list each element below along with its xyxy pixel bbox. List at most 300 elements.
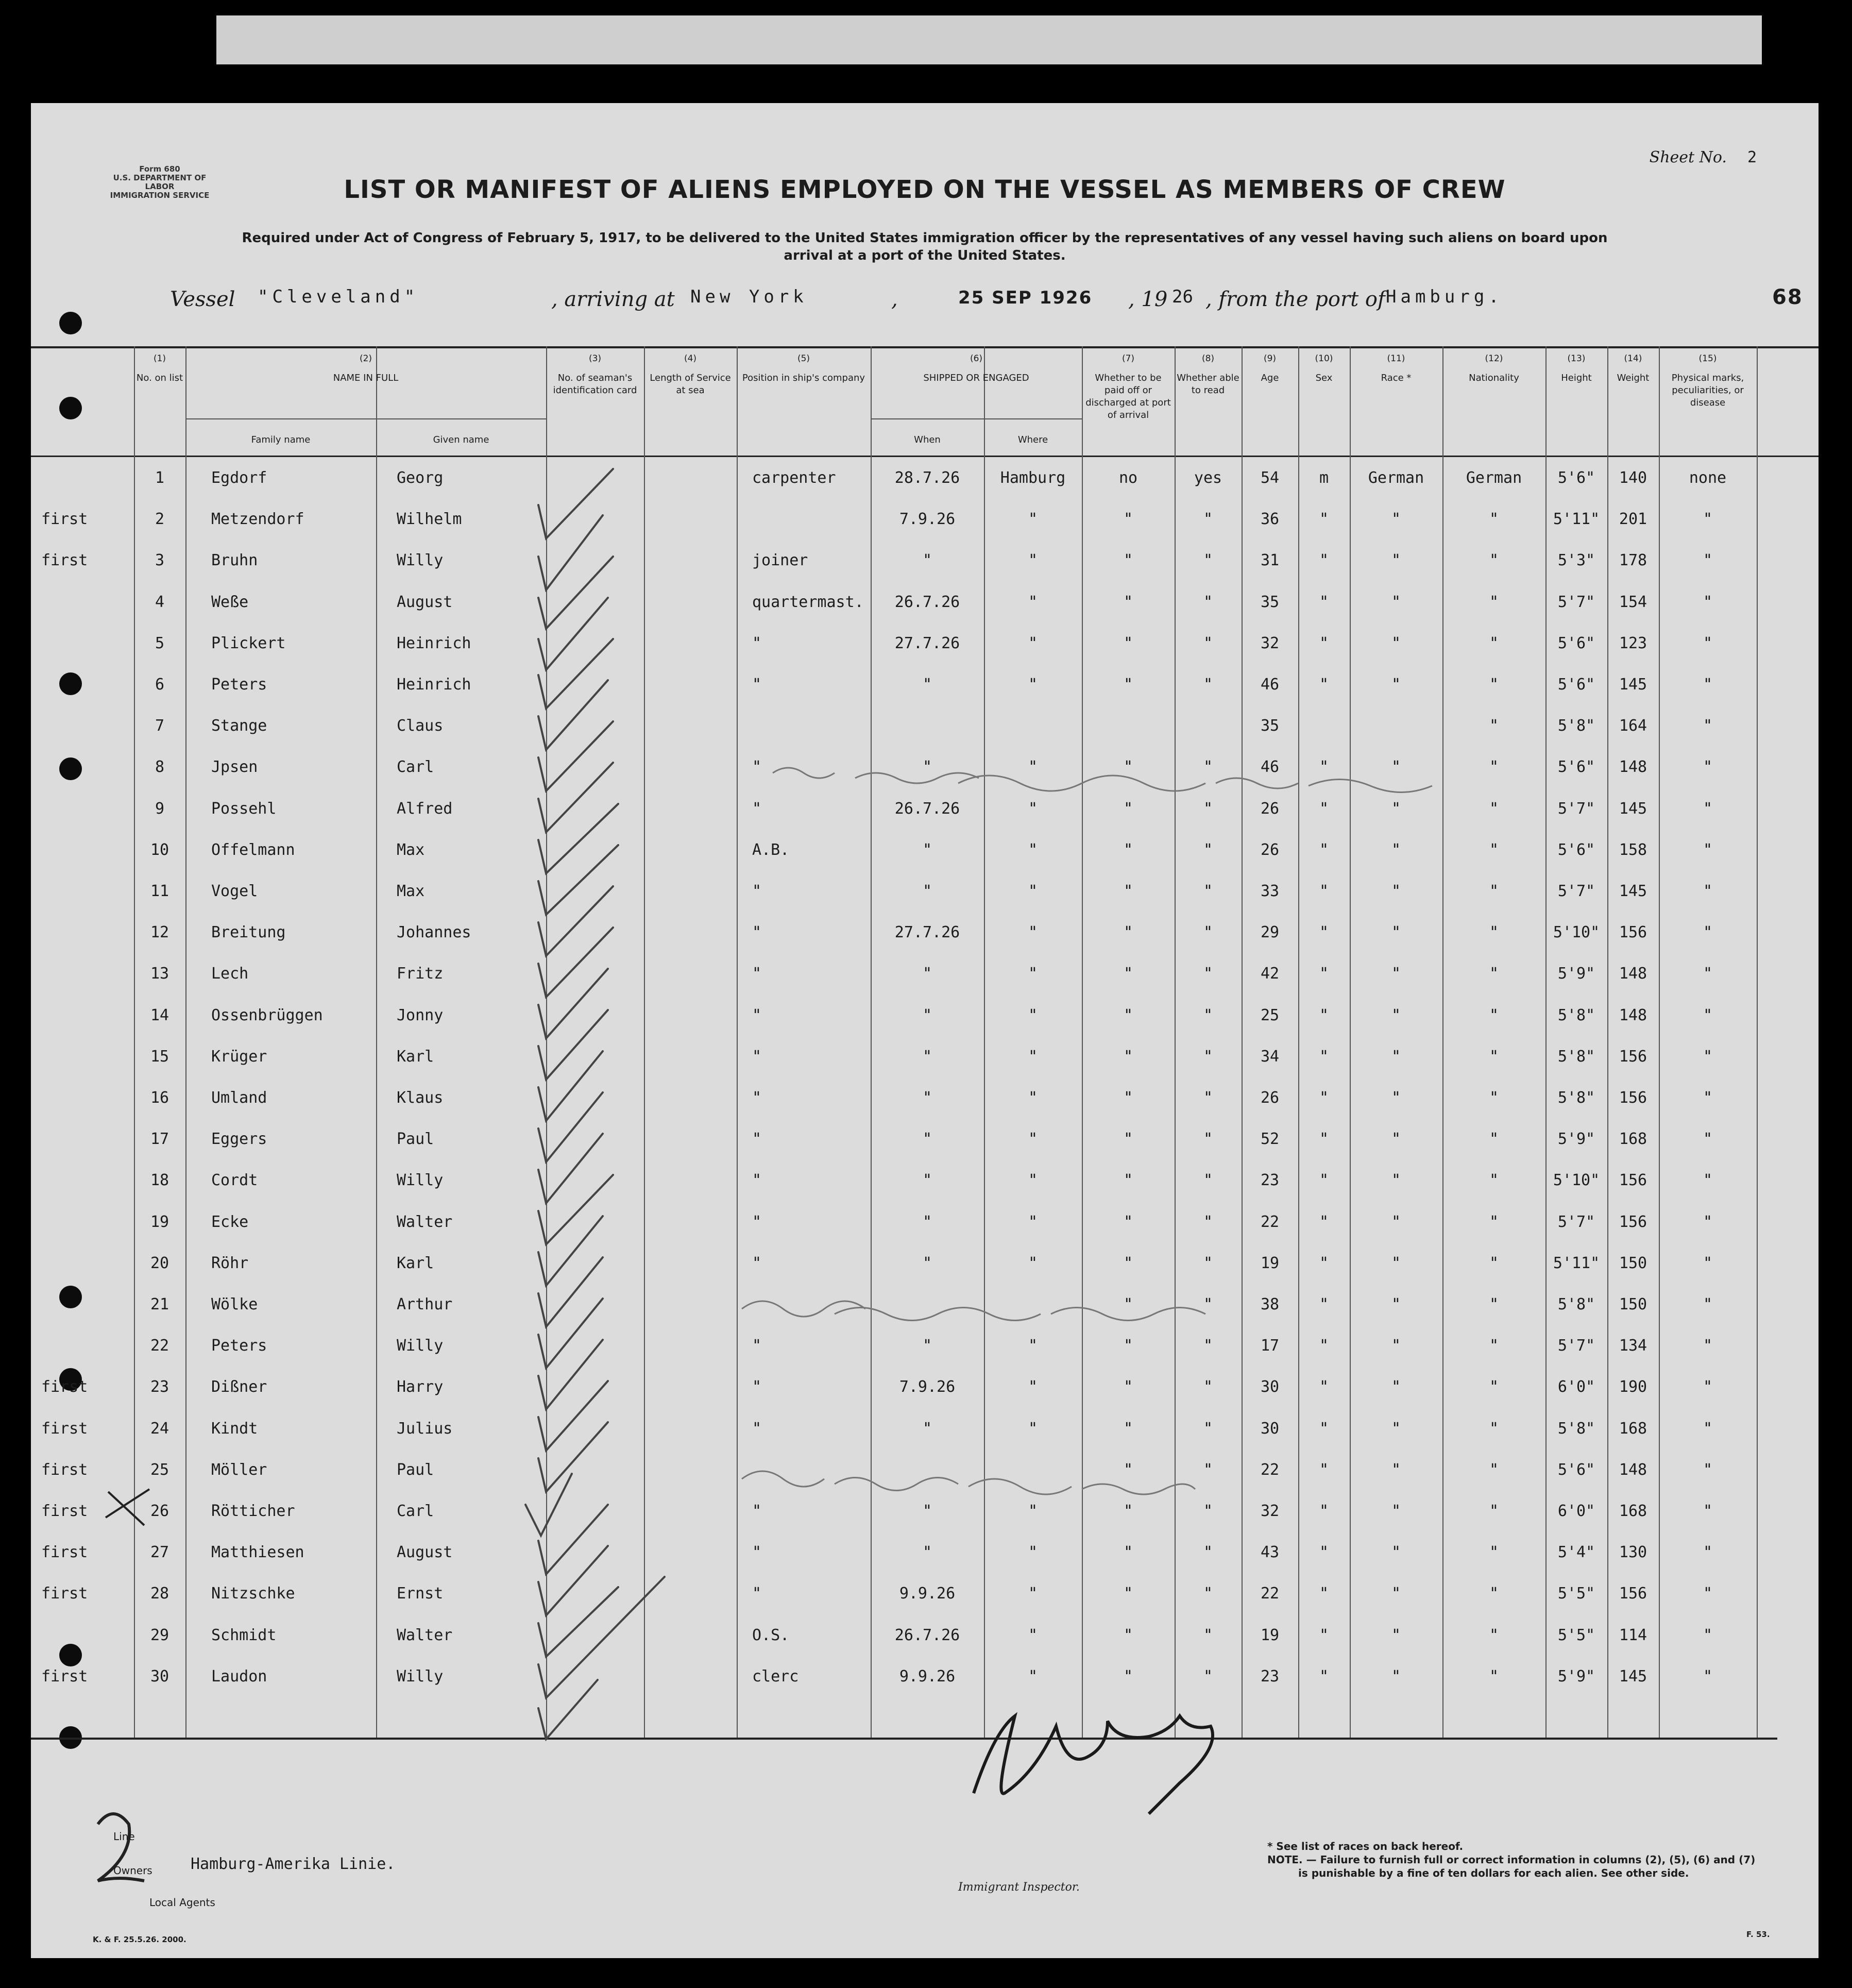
cell-rd: " xyxy=(1203,1585,1213,1603)
cell-p: " xyxy=(752,1171,762,1190)
column-number: (3) xyxy=(588,353,602,364)
cell-s: " xyxy=(1319,1047,1329,1066)
margin-note: first xyxy=(41,551,88,570)
cell-rd: " xyxy=(1203,882,1213,900)
cell-s: " xyxy=(1319,1502,1329,1520)
cell-a: 22 xyxy=(1260,1212,1280,1231)
cell-h: 5'6" xyxy=(1557,676,1595,694)
cell-h: 5'6" xyxy=(1557,634,1595,652)
cell-ph: " xyxy=(1703,510,1713,529)
cell-a: 22 xyxy=(1260,1585,1280,1603)
cell-na: " xyxy=(1489,1626,1499,1644)
cell-wh: " xyxy=(1028,799,1038,818)
cell-wt: 148 xyxy=(1619,1006,1647,1024)
cell-f: Rötticher xyxy=(211,1502,295,1520)
cell-h: 5'6" xyxy=(1557,758,1595,777)
cell-r: " xyxy=(1391,1667,1401,1686)
cell-f: Umland xyxy=(211,1089,267,1107)
cell-w: " xyxy=(922,1543,932,1562)
cell-w: " xyxy=(922,1502,932,1520)
year-prefix: , 19 xyxy=(1128,288,1168,311)
cell-h: 5'11" xyxy=(1553,510,1600,529)
cell-wt: 150 xyxy=(1619,1254,1647,1272)
cell-a: 25 xyxy=(1260,1006,1280,1024)
sheet-number-value: 2 xyxy=(1747,148,1757,166)
cell-na: " xyxy=(1489,1171,1499,1190)
cell-ph: " xyxy=(1703,1295,1713,1313)
cell-r: " xyxy=(1391,1419,1401,1438)
cell-a: 23 xyxy=(1260,1667,1280,1686)
cell-s: " xyxy=(1319,1378,1329,1396)
cell-h: 5'7" xyxy=(1557,1337,1595,1355)
column-rule xyxy=(185,346,186,1738)
cell-g: Walter xyxy=(397,1626,453,1644)
cell-n: 19 xyxy=(150,1212,169,1231)
cell-rd: " xyxy=(1203,799,1213,818)
cell-a: 32 xyxy=(1260,634,1280,652)
cell-ph: " xyxy=(1703,799,1713,818)
cell-wh: " xyxy=(1028,1171,1038,1190)
cell-s: " xyxy=(1319,799,1329,818)
cell-r: " xyxy=(1391,1626,1401,1644)
cell-n: 4 xyxy=(155,593,165,611)
cell-r: " xyxy=(1391,551,1401,570)
cell-p: quartermast. xyxy=(752,593,864,611)
cell-ph: " xyxy=(1703,1047,1713,1066)
cell-h: 5'6" xyxy=(1557,840,1595,859)
cell-rd: " xyxy=(1203,1543,1213,1562)
cell-rd: yes xyxy=(1194,469,1222,487)
cell-s: " xyxy=(1319,1460,1329,1479)
cell-wh: " xyxy=(1028,882,1038,900)
cell-wt: 201 xyxy=(1619,510,1647,529)
cell-h: 5'6" xyxy=(1557,469,1595,487)
cell-g: Fritz xyxy=(397,965,444,983)
cell-wh: " xyxy=(1028,1626,1038,1644)
cell-a: 19 xyxy=(1260,1626,1280,1644)
cell-na: " xyxy=(1489,882,1499,900)
cell-n: 6 xyxy=(155,676,165,694)
cell-rd: " xyxy=(1203,1254,1213,1272)
cell-s: " xyxy=(1319,593,1329,611)
cell-g: August xyxy=(397,593,453,611)
cell-r: " xyxy=(1391,1171,1401,1190)
cell-f: Metzendorf xyxy=(211,510,304,529)
cell-ph: " xyxy=(1703,758,1713,777)
cell-f: Vogel xyxy=(211,882,258,900)
cell-na: " xyxy=(1489,1130,1499,1149)
cell-w: " xyxy=(922,1419,932,1438)
margin-note: first xyxy=(41,1419,88,1438)
cell-pd: " xyxy=(1123,758,1133,777)
cell-n: 5 xyxy=(155,634,165,652)
cell-s: " xyxy=(1319,1006,1329,1024)
cell-a: 26 xyxy=(1260,840,1280,859)
column-header: No. of seaman's identification card xyxy=(553,373,637,396)
cell-na: " xyxy=(1489,1006,1499,1024)
cell-na: " xyxy=(1489,1502,1499,1520)
column-number: (8) xyxy=(1201,353,1215,364)
arriving-label: , arriving at xyxy=(551,288,675,311)
owners-label: Owners xyxy=(113,1864,152,1877)
cell-w: 27.7.26 xyxy=(894,634,960,652)
cell-wt: 123 xyxy=(1619,634,1647,652)
cell-pd: " xyxy=(1123,1089,1133,1107)
cell-a: 34 xyxy=(1260,1047,1280,1066)
cell-wh: " xyxy=(1028,1130,1038,1149)
cell-w: " xyxy=(922,1337,932,1355)
cell-h: 5'5" xyxy=(1557,1585,1595,1603)
cell-n: 7 xyxy=(155,717,165,735)
cell-a: 36 xyxy=(1260,510,1280,529)
cell-rd: " xyxy=(1203,634,1213,652)
cell-n: 27 xyxy=(150,1543,169,1562)
cell-rd: " xyxy=(1203,965,1213,983)
cell-h: 5'6" xyxy=(1557,1460,1595,1479)
cell-f: Matthiesen xyxy=(211,1543,304,1562)
cell-wt: 114 xyxy=(1619,1626,1647,1644)
cell-g: Claus xyxy=(397,717,444,735)
cell-wt: 178 xyxy=(1619,551,1647,570)
cell-g: Wilhelm xyxy=(397,510,462,529)
cell-f: Plickert xyxy=(211,634,286,652)
column-header: Nationality xyxy=(1469,373,1519,383)
cell-a: 46 xyxy=(1260,676,1280,694)
cell-wt: 156 xyxy=(1619,923,1647,942)
cell-h: 5'8" xyxy=(1557,1047,1595,1066)
cell-n: 18 xyxy=(150,1171,169,1190)
cell-n: 30 xyxy=(150,1667,169,1686)
cell-f: Kindt xyxy=(211,1419,258,1438)
cell-na: " xyxy=(1489,758,1499,777)
margin-note: first xyxy=(41,1502,88,1520)
cell-a: 22 xyxy=(1260,1460,1280,1479)
cell-ph: " xyxy=(1703,676,1713,694)
column-number: (9) xyxy=(1263,353,1277,364)
cell-rd: " xyxy=(1203,758,1213,777)
cell-a: 35 xyxy=(1260,717,1280,735)
cell-g: Willy xyxy=(397,1337,444,1355)
vessel-name: "Cleveland" xyxy=(258,287,419,307)
cell-n: 8 xyxy=(155,758,165,777)
cell-r: " xyxy=(1391,593,1401,611)
cell-w: " xyxy=(922,1212,932,1231)
subheader-rule xyxy=(185,418,546,419)
cell-na: " xyxy=(1489,1047,1499,1066)
cell-pd: " xyxy=(1123,1667,1133,1686)
cell-rd: " xyxy=(1203,1626,1213,1644)
owners-value: Hamburg-Amerika Linie. xyxy=(191,1855,396,1873)
cell-ph: " xyxy=(1703,634,1713,652)
cell-p: clerc xyxy=(752,1667,799,1686)
cell-na: " xyxy=(1489,799,1499,818)
cell-f: Möller xyxy=(211,1460,267,1479)
cell-wt: 140 xyxy=(1619,469,1647,487)
cell-na: " xyxy=(1489,1419,1499,1438)
cell-r: German xyxy=(1368,469,1424,487)
cell-ph: " xyxy=(1703,717,1713,735)
cell-s: m xyxy=(1319,469,1329,487)
cell-rd: " xyxy=(1203,1667,1213,1686)
cell-rd: " xyxy=(1203,1047,1213,1066)
cell-na: " xyxy=(1489,1212,1499,1231)
cell-a: 38 xyxy=(1260,1295,1280,1313)
cell-f: Krüger xyxy=(211,1047,267,1066)
cell-h: 5'10" xyxy=(1553,923,1600,942)
margin-note: first xyxy=(41,1378,88,1396)
cell-h: 5'7" xyxy=(1557,593,1595,611)
cell-s: " xyxy=(1319,1171,1329,1190)
cell-n: 11 xyxy=(150,882,169,900)
cell-p: " xyxy=(752,923,762,942)
cell-h: 5'8" xyxy=(1557,1419,1595,1438)
cell-h: 5'5" xyxy=(1557,1626,1595,1644)
cell-ph: " xyxy=(1703,593,1713,611)
cell-na: " xyxy=(1489,676,1499,694)
cell-pd: " xyxy=(1123,1254,1133,1272)
column-subheader: When xyxy=(914,434,941,445)
cell-g: August xyxy=(397,1543,453,1562)
cell-a: 43 xyxy=(1260,1543,1280,1562)
column-number: (15) xyxy=(1698,353,1717,364)
cell-w: 26.7.26 xyxy=(894,1626,960,1644)
cell-w: 26.7.26 xyxy=(894,799,960,818)
cell-f: Eggers xyxy=(211,1130,267,1149)
cell-r: " xyxy=(1391,634,1401,652)
cell-wt: 130 xyxy=(1619,1543,1647,1562)
cell-ph: " xyxy=(1703,1130,1713,1149)
cell-rd: " xyxy=(1203,676,1213,694)
cell-a: 26 xyxy=(1260,1089,1280,1107)
column-number: (1) xyxy=(153,353,166,364)
column-rule xyxy=(376,346,377,1738)
cell-wt: 148 xyxy=(1619,758,1647,777)
cell-f: Breitung xyxy=(211,923,286,942)
cell-wh: " xyxy=(1028,1254,1038,1272)
cell-a: 29 xyxy=(1260,923,1280,942)
cell-wh: " xyxy=(1028,1337,1038,1355)
column-number: (7) xyxy=(1122,353,1135,364)
cell-a: 32 xyxy=(1260,1502,1280,1520)
year-value: 26 xyxy=(1172,287,1193,307)
cell-rd: " xyxy=(1203,1502,1213,1520)
vessel-line xyxy=(170,285,1819,324)
cell-f: Ossenbrüggen xyxy=(211,1006,323,1024)
cell-w: 7.9.26 xyxy=(899,510,956,529)
cell-ph: " xyxy=(1703,1626,1713,1644)
cell-rd: " xyxy=(1203,840,1213,859)
cell-g: Harry xyxy=(397,1378,444,1396)
column-number: (12) xyxy=(1485,353,1503,364)
cell-ph: " xyxy=(1703,1667,1713,1686)
cell-p: " xyxy=(752,1212,762,1231)
cell-g: Ernst xyxy=(397,1585,444,1603)
cell-a: 35 xyxy=(1260,593,1280,611)
cell-pd: " xyxy=(1123,1047,1133,1066)
column-header: Position in ship's company xyxy=(742,373,865,383)
cell-r: " xyxy=(1391,1047,1401,1066)
cell-pd: " xyxy=(1123,1419,1133,1438)
cell-f: Nitzschke xyxy=(211,1585,295,1603)
cell-r: " xyxy=(1391,1337,1401,1355)
cell-h: 5'9" xyxy=(1557,1667,1595,1686)
cell-na: " xyxy=(1489,551,1499,570)
cell-s: " xyxy=(1319,1130,1329,1149)
column-rule xyxy=(644,346,645,1738)
cell-h: 5'4" xyxy=(1557,1543,1595,1562)
cell-p: " xyxy=(752,1047,762,1066)
cell-pd: " xyxy=(1123,1502,1133,1520)
cell-f: Cordt xyxy=(211,1171,258,1190)
cell-p: carpenter xyxy=(752,469,836,487)
cell-rd: " xyxy=(1203,1295,1213,1313)
next-sheet-edge xyxy=(216,15,1762,64)
cell-pd: " xyxy=(1123,882,1133,900)
document-subtitle: Required under Act of Congress of February 5, 1917, to be delivered to the United States immigration officer by the representatives of any vessel having such aliens on board upon arrival at a port of the United States. xyxy=(242,230,1608,263)
column-subheader: Given name xyxy=(433,434,489,445)
cell-pd: " xyxy=(1123,1543,1133,1562)
cell-a: 17 xyxy=(1260,1337,1280,1355)
cell-s: " xyxy=(1319,965,1329,983)
column-number: (14) xyxy=(1624,353,1642,364)
margin-note: first xyxy=(41,1460,88,1479)
cell-wh: " xyxy=(1028,965,1038,983)
cell-s: " xyxy=(1319,840,1329,859)
cell-wh: " xyxy=(1028,758,1038,777)
cell-f: Wölke xyxy=(211,1295,258,1313)
cell-s: " xyxy=(1319,1337,1329,1355)
immigrant-inspector-label: Immigrant Inspector. xyxy=(958,1881,1080,1894)
cell-p: " xyxy=(752,1543,762,1562)
cell-pd: " xyxy=(1123,1171,1133,1190)
cell-n: 16 xyxy=(150,1089,169,1107)
cell-g: Willy xyxy=(397,1667,444,1686)
sheet-number-label: Sheet No. xyxy=(1649,148,1727,166)
cell-g: Max xyxy=(397,882,425,900)
cell-w: " xyxy=(922,1089,932,1107)
cell-s: " xyxy=(1319,758,1329,777)
cell-wh: " xyxy=(1028,1006,1038,1024)
cell-n: 21 xyxy=(150,1295,169,1313)
cell-ph: " xyxy=(1703,1089,1713,1107)
cell-na: " xyxy=(1489,1295,1499,1313)
column-subheader: Where xyxy=(1017,434,1048,445)
note-line: NOTE. — Failure to furnish full or correct information in columns (2), (5), (6) and (7) xyxy=(1267,1854,1756,1866)
cell-ph: " xyxy=(1703,1378,1713,1396)
cell-n: 26 xyxy=(150,1502,169,1520)
cell-w: " xyxy=(922,758,932,777)
cell-wt: 145 xyxy=(1619,799,1647,818)
cell-pd: " xyxy=(1123,1626,1133,1644)
cell-wt: 150 xyxy=(1619,1295,1647,1313)
cell-f: Peters xyxy=(211,676,267,694)
cell-wt: 154 xyxy=(1619,593,1647,611)
cell-wt: 134 xyxy=(1619,1337,1647,1355)
cell-wh: " xyxy=(1028,923,1038,942)
cell-wt: 156 xyxy=(1619,1585,1647,1603)
cell-n: 29 xyxy=(150,1626,169,1644)
cell-pd: " xyxy=(1123,1460,1133,1479)
cell-rd: " xyxy=(1203,1089,1213,1107)
cell-a: 30 xyxy=(1260,1419,1280,1438)
cell-f: Laudon xyxy=(211,1667,267,1686)
cell-g: Alfred xyxy=(397,799,453,818)
cell-rd: " xyxy=(1203,1212,1213,1231)
cell-p: A.B. xyxy=(752,840,790,859)
cell-pd: " xyxy=(1123,676,1133,694)
cell-h: 5'9" xyxy=(1557,1130,1595,1149)
column-header: Race * xyxy=(1381,373,1412,383)
cell-rd: " xyxy=(1203,510,1213,529)
cell-s: " xyxy=(1319,882,1329,900)
cell-r: " xyxy=(1391,1585,1401,1603)
cell-h: 5'8" xyxy=(1557,1006,1595,1024)
cell-n: 23 xyxy=(150,1378,169,1396)
cell-h: 5'7" xyxy=(1557,882,1595,900)
cell-wt: 145 xyxy=(1619,1667,1647,1686)
cell-a: 52 xyxy=(1260,1130,1280,1149)
cell-w: " xyxy=(922,882,932,900)
cell-r: " xyxy=(1391,1378,1401,1396)
cell-h: 5'3" xyxy=(1557,551,1595,570)
cell-f: Peters xyxy=(211,1337,267,1355)
column-header: Whether able to read xyxy=(1177,373,1239,396)
cell-h: 5'10" xyxy=(1553,1171,1600,1190)
cell-ph: " xyxy=(1703,1006,1713,1024)
cell-w: " xyxy=(922,1006,932,1024)
cell-ph: " xyxy=(1703,923,1713,942)
cell-s: " xyxy=(1319,634,1329,652)
cell-p: " xyxy=(752,1254,762,1272)
cell-ph: " xyxy=(1703,551,1713,570)
cell-g: Arthur xyxy=(397,1295,453,1313)
cell-ph: " xyxy=(1703,882,1713,900)
cell-n: 2 xyxy=(155,510,165,529)
cell-w: " xyxy=(922,551,932,570)
cell-a: 33 xyxy=(1260,882,1280,900)
cell-n: 20 xyxy=(150,1254,169,1272)
cell-wh: " xyxy=(1028,840,1038,859)
cell-ph: " xyxy=(1703,1212,1713,1231)
column-header: Physical marks, peculiarities, or disease xyxy=(1671,373,1744,408)
cell-p: " xyxy=(752,1585,762,1603)
cell-pd: " xyxy=(1123,799,1133,818)
cell-ph: " xyxy=(1703,1419,1713,1438)
cell-pd: " xyxy=(1123,923,1133,942)
cell-g: Klaus xyxy=(397,1089,444,1107)
column-header: NAME IN FULL xyxy=(333,373,399,383)
cell-f: Jpsen xyxy=(211,758,258,777)
cell-h: 5'8" xyxy=(1557,1089,1595,1107)
cell-r: " xyxy=(1391,1254,1401,1272)
cell-p: " xyxy=(752,799,762,818)
cell-rd: " xyxy=(1203,593,1213,611)
column-number: (6) xyxy=(970,353,983,364)
cell-na: " xyxy=(1489,1460,1499,1479)
cell-na: " xyxy=(1489,634,1499,652)
line-label: Line xyxy=(113,1830,135,1843)
note-line: is punishable by a fine of ten dollars for each alien. See other side. xyxy=(1298,1867,1689,1879)
cell-na: " xyxy=(1489,1543,1499,1562)
cell-p: " xyxy=(752,1419,762,1438)
cell-wt: 164 xyxy=(1619,717,1647,735)
cell-a: 19 xyxy=(1260,1254,1280,1272)
column-rule xyxy=(737,346,738,1738)
cell-g: Heinrich xyxy=(397,634,471,652)
column-number: (10) xyxy=(1315,353,1333,364)
cell-n: 17 xyxy=(150,1130,169,1149)
cell-a: 30 xyxy=(1260,1378,1280,1396)
